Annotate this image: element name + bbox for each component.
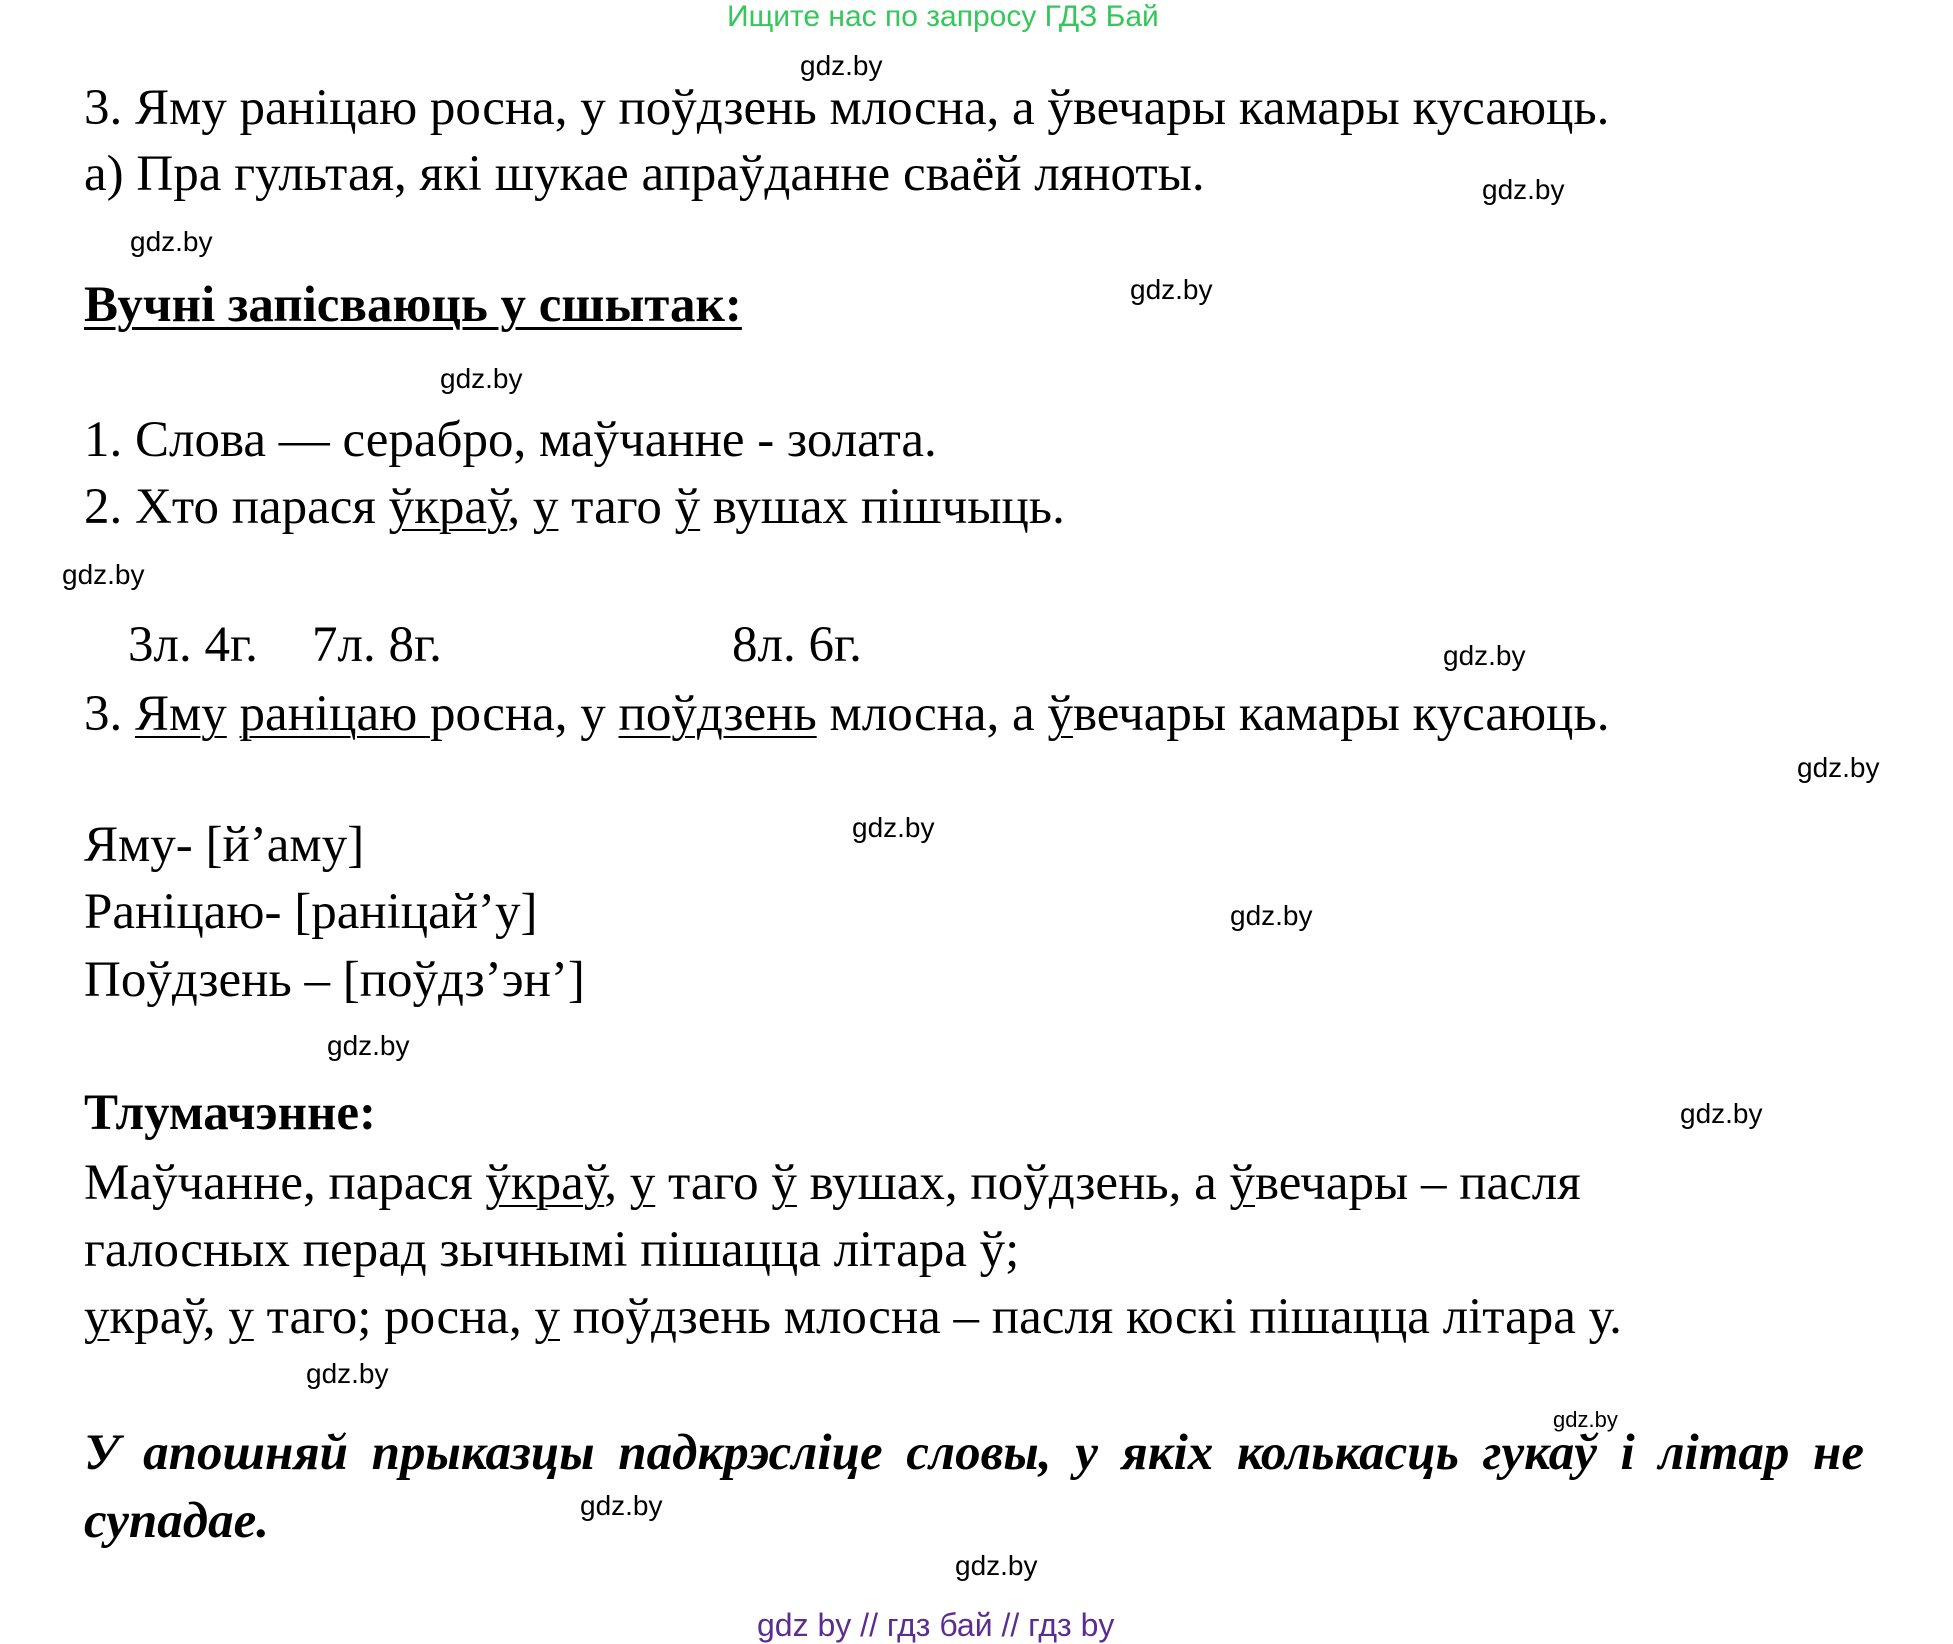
text-segment: 2. Хто парася bbox=[84, 479, 389, 535]
transcription-1: Яму- [й’аму] bbox=[84, 817, 365, 873]
text-segment: вушах, поўдзень, а bbox=[796, 1155, 1230, 1211]
task-text: У апошняй прыказцы падкрэсліце словы, у якіх колькасць гукаў і літар не супадае. bbox=[84, 1425, 1864, 1549]
text-segment: вечары – пасля bbox=[1255, 1155, 1581, 1211]
text-segment: поўдзень млосна – пасля коскі пішацца літара у. bbox=[560, 1289, 1622, 1345]
explanation-line-3 bbox=[84, 1287, 1622, 1347]
watermark: gdz.by bbox=[306, 1358, 389, 1389]
text-segment: млосна, а bbox=[816, 686, 1048, 742]
watermark: gdz.by bbox=[130, 226, 213, 257]
text-segment: таго; росна, bbox=[253, 1289, 535, 1345]
watermark: gdz.by bbox=[327, 1030, 410, 1061]
transcription-3: Поўдзень – [поўдз’эн’] bbox=[84, 952, 585, 1008]
watermark: gdz.by bbox=[1230, 900, 1313, 931]
proverb-2 bbox=[84, 477, 1065, 537]
underlined-word: ў bbox=[674, 479, 701, 535]
proverb-line: 3. Яму раніцаю росна, у поўдзень млосна, а ўвечары камары кусаюць. bbox=[84, 80, 1610, 136]
banner-text: Ищите нас по запросу ГДЗ Бай bbox=[727, 0, 1159, 33]
underlined-word: у bbox=[532, 479, 559, 535]
text-segment: вечары камары кусаюць. bbox=[1072, 686, 1610, 742]
underlined-word: ўкраў bbox=[388, 479, 508, 535]
text-segment: 3. bbox=[84, 686, 135, 742]
proverb-1: 1. Слова — серабро, маўчанне - золата. bbox=[84, 412, 937, 468]
proverb-3 bbox=[84, 684, 1609, 744]
transcription-2: Раніцаю- [раніцай’у] bbox=[84, 884, 538, 940]
text-segment: таго bbox=[655, 1155, 772, 1211]
count-word-3: 8л. 6г. bbox=[732, 617, 862, 673]
footer-text: gdz by // гдз бай // гдз by bbox=[757, 1607, 1115, 1643]
explanation-line-2: галосных перад зычнымі пішацца літара ў; bbox=[84, 1222, 1020, 1278]
text-segment: вушах пішчыць. bbox=[700, 479, 1065, 535]
count-word-1: 3л. 4г. bbox=[128, 617, 258, 673]
watermark: gdz.by bbox=[1680, 1098, 1763, 1129]
watermark: gdz.by bbox=[580, 1490, 663, 1521]
underlined-word: у bbox=[84, 1289, 110, 1345]
watermark: gdz.by bbox=[1553, 1407, 1618, 1432]
watermark: gdz.by bbox=[1443, 640, 1526, 671]
underlined-word: у bbox=[534, 1289, 561, 1345]
underlined-word: ўкраў bbox=[485, 1155, 605, 1211]
text-segment: росна, у bbox=[429, 686, 619, 742]
underlined-word: ў bbox=[771, 1155, 797, 1211]
text-segment: краў, bbox=[109, 1289, 229, 1345]
underlined-word: у bbox=[629, 1155, 656, 1211]
text-segment: Маўчанне, парася bbox=[84, 1155, 486, 1211]
count-word-2: 7л. 8г. bbox=[312, 617, 442, 673]
text-segment: таго bbox=[558, 479, 675, 535]
watermark: gdz.by bbox=[62, 559, 145, 590]
underlined-word: ў bbox=[1229, 1155, 1256, 1211]
underlined-word: у bbox=[228, 1289, 254, 1345]
underlined-word: ў bbox=[1047, 686, 1073, 742]
watermark: gdz.by bbox=[440, 363, 523, 394]
underlined-word: Яму bbox=[135, 686, 227, 742]
explanation-line: а) Пра гультая, які шукае апраўданне сваёй ляноты. bbox=[84, 146, 1205, 202]
notebook-heading: Вучні запісваюць у сшытак: bbox=[84, 277, 742, 333]
watermark: gdz.by bbox=[852, 812, 935, 843]
watermark: gdz.by bbox=[955, 1550, 1038, 1581]
watermark: gdz.by bbox=[800, 50, 883, 81]
text-segment bbox=[227, 686, 240, 742]
watermark: gdz.by bbox=[1130, 274, 1213, 305]
text-segment: , bbox=[604, 1155, 630, 1211]
explanation-heading: Тлумачэнне: bbox=[84, 1085, 376, 1141]
underlined-word: поўдзень bbox=[618, 686, 817, 742]
watermark: gdz.by bbox=[1482, 174, 1565, 205]
underlined-word: раніцаю bbox=[239, 686, 430, 742]
watermark: gdz.by bbox=[1797, 752, 1880, 783]
explanation-line-1 bbox=[84, 1153, 1581, 1213]
text-segment: , bbox=[507, 479, 533, 535]
